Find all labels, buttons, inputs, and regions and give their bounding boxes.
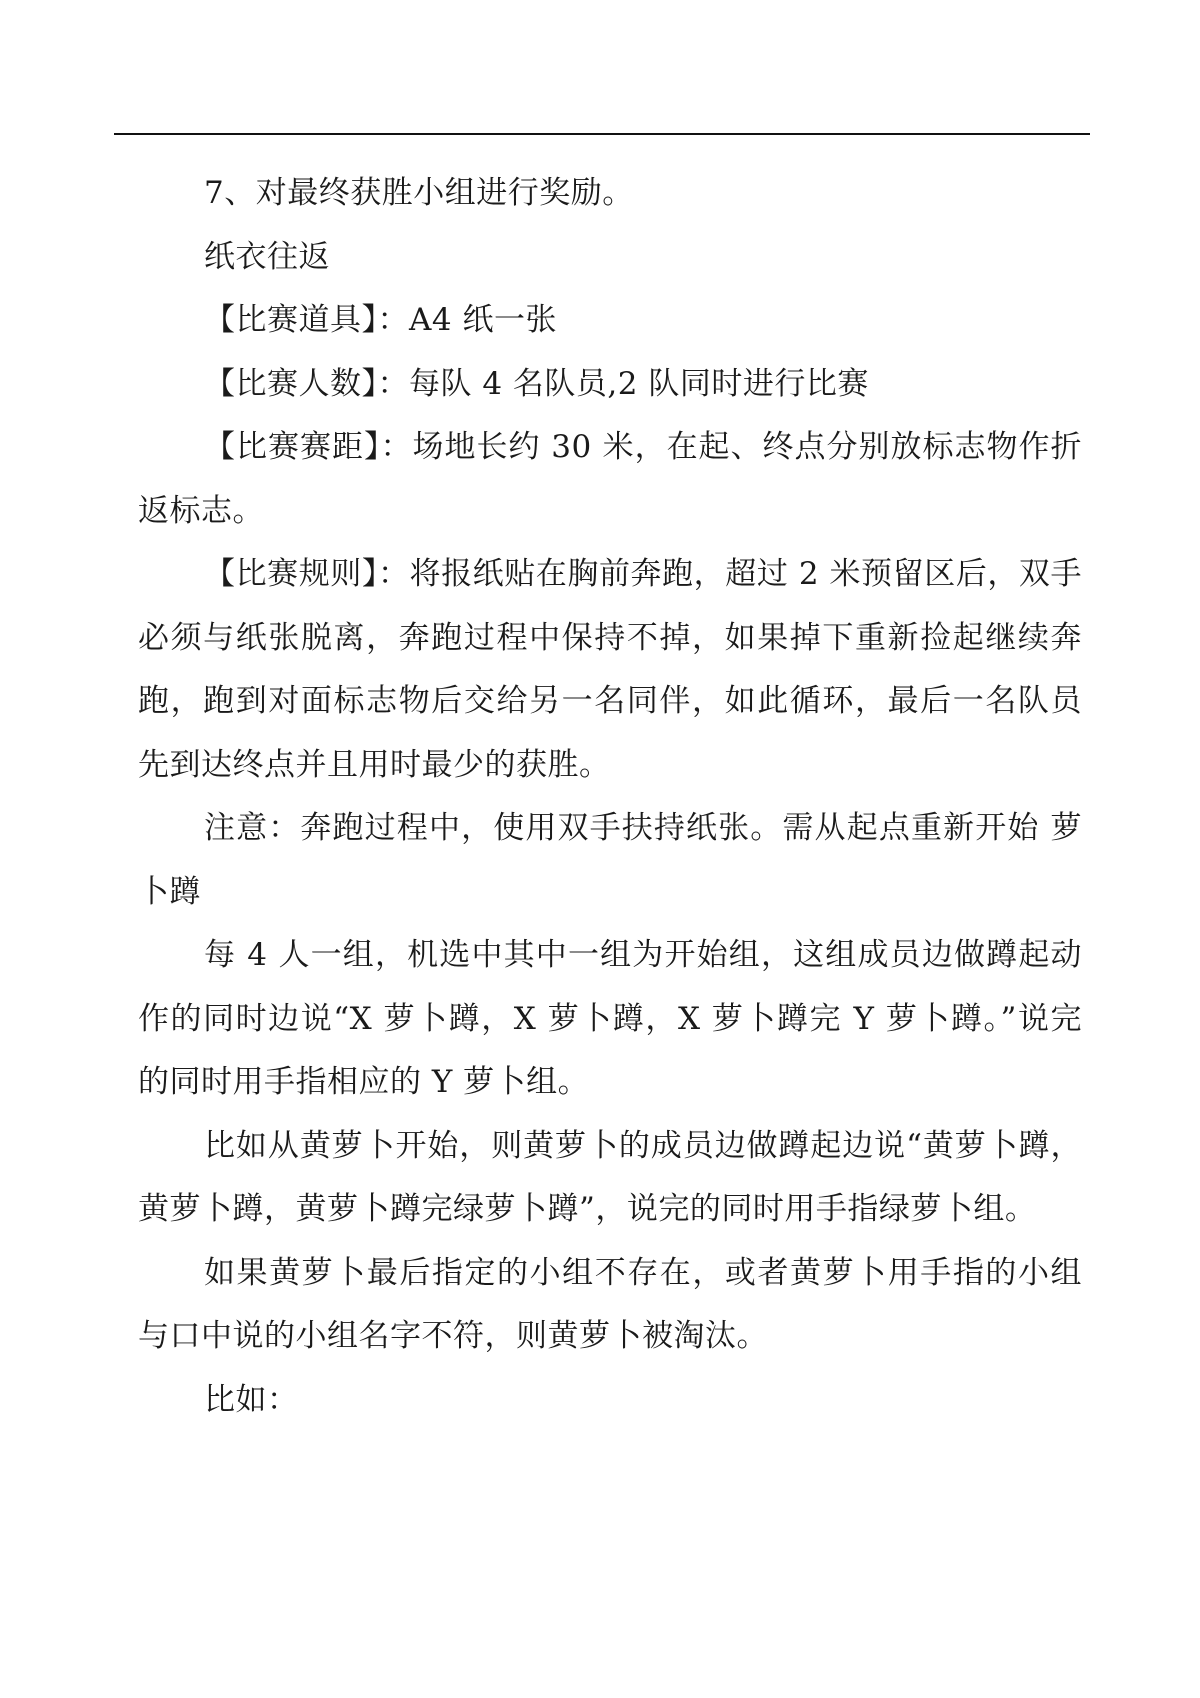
paragraph-note: 注意：奔跑过程中，使用双手扶持纸张。需从起点重新开始 萝卜蹲	[138, 810, 1082, 910]
document-body	[138, 162, 1082, 1432]
paragraph-reward-step: 7、对最终获胜小组进行奖励。	[204, 175, 634, 211]
paragraph-for-example: 比如：	[204, 1381, 299, 1418]
header-rule	[114, 133, 1090, 135]
paragraph-equipment: 【比赛道具】：A4 纸一张	[204, 302, 557, 338]
paragraph-radish-squat-example: 比如从黄萝卜开始，则黄萝卜的成员边做蹲起边说“黄萝卜蹲，黄萝卜蹲，黄萝卜蹲完绿萝卜蹲”，说完的同时用手指绿萝卜组。	[138, 1127, 1082, 1227]
paragraph-rules: 【比赛规则】：将报纸贴在胸前奔跑，超过 2 米预留区后，双手必须与纸张脱离，奔跑过程中保持不掉，如果掉下重新捡起继续奔跑，跑到对面标志物后交给另一名同伴，如此循环，最后一名队员先到达终点并且用时最少的获胜。	[138, 556, 1082, 783]
paragraph-game-title-paper-relay: 纸衣往返	[204, 238, 330, 275]
paragraph-elimination-rule: 如果黄萝卜最后指定的小组不存在，或者黄萝卜用手指的小组与口中说的小组名字不符，则黄萝卜被淘汰。	[138, 1254, 1082, 1354]
paragraph-radish-squat-intro: 每 4 人一组，机选中其中一组为开始组，这组成员边做蹲起动作的同时边说“X 萝卜蹲，X 萝卜蹲，X 萝卜蹲完 Y 萝卜蹲。”说完的同时用手指相应的 Y 萝卜组。	[138, 937, 1082, 1100]
paragraph-participants: 【比赛人数】：每队 4 名队员,2 队同时进行比赛	[204, 365, 869, 402]
paragraph-distance: 【比赛赛距】：场地长约 30 米，在起、终点分别放标志物作折返标志。	[138, 429, 1082, 529]
